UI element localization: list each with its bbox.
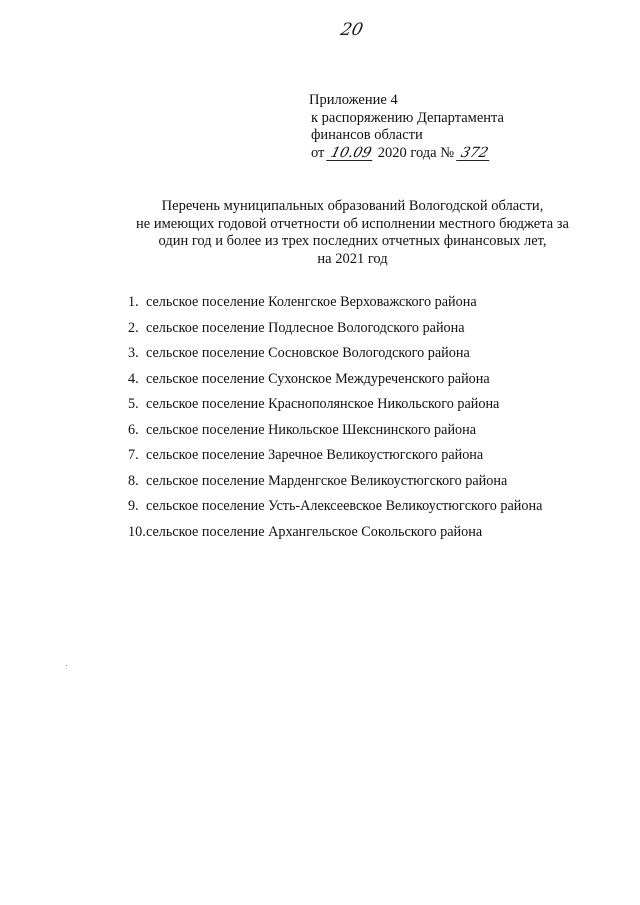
list-item-number: 10. (128, 523, 146, 540)
handwritten-order-number: 372 (456, 146, 492, 161)
title-line-2: не имеющих годовой отчетности об исполнении местного бюджета за (136, 215, 569, 232)
title-line-4: на 2021 год (317, 250, 388, 267)
list-item (128, 370, 542, 396)
list-item (128, 319, 542, 345)
list-item-number: 6. (128, 421, 139, 438)
annex-title: Приложение 4 (309, 92, 398, 108)
date-prefix: от (311, 144, 325, 161)
title-line-1: Перечень муниципальных образований Вологодской области, (161, 198, 544, 214)
list-item-number: 9. (128, 498, 139, 514)
handwritten-date: 10.09 (326, 146, 376, 161)
list-item-text: сельское поселение Заречное Великоустюгского района (146, 447, 484, 463)
list-item (128, 446, 542, 472)
list-item-text: сельское поселение Архангельское Сокольского района (146, 523, 483, 540)
annex-department: финансов области (311, 127, 423, 143)
list-item-text: сельское поселение Усть-Алексеевское Великоустюгского района (146, 498, 543, 514)
municipality-list (128, 293, 542, 548)
document-title (110, 198, 595, 268)
list-item (128, 421, 542, 447)
list-item-text: сельское поселение Краснополянское Никольского района (146, 396, 500, 412)
list-item (128, 523, 542, 549)
title-line-3: один год и более из трех последних отчетных финансовых лет, (158, 233, 547, 249)
list-item-number: 3. (128, 345, 139, 361)
list-item (128, 472, 542, 498)
list-item-number: 1. (128, 294, 139, 310)
annex-reference: к распоряжению Департамента (311, 109, 504, 126)
list-item (128, 395, 542, 421)
list-item-text: сельское поселение Сухонское Междуреченского района (146, 370, 490, 387)
handwritten-page-number: 20 (338, 20, 365, 40)
list-item-text: сельское поселение Марденгское Великоустюгского района (146, 472, 508, 489)
list-item-text: сельское поселение Коленгское Верховажского района (146, 294, 477, 310)
list-item-text: сельское поселение Сосновское Вологодского района (146, 345, 470, 361)
annex-date-line (311, 145, 504, 163)
list-item-number: 8. (128, 472, 139, 489)
scan-speck (66, 665, 67, 666)
list-item-text: сельское поселение Подлесное Вологодского района (146, 319, 465, 336)
date-suffix: 2020 года № (377, 144, 455, 161)
list-item-number: 4. (128, 370, 139, 387)
list-item (128, 293, 542, 319)
annex-block (309, 92, 504, 162)
list-item (128, 497, 542, 523)
list-item (128, 344, 542, 370)
list-item-number: 5. (128, 396, 139, 412)
list-item-number: 2. (128, 319, 139, 336)
list-item-number: 7. (128, 447, 139, 463)
list-item-text: сельское поселение Никольское Шекснинского района (146, 421, 477, 438)
